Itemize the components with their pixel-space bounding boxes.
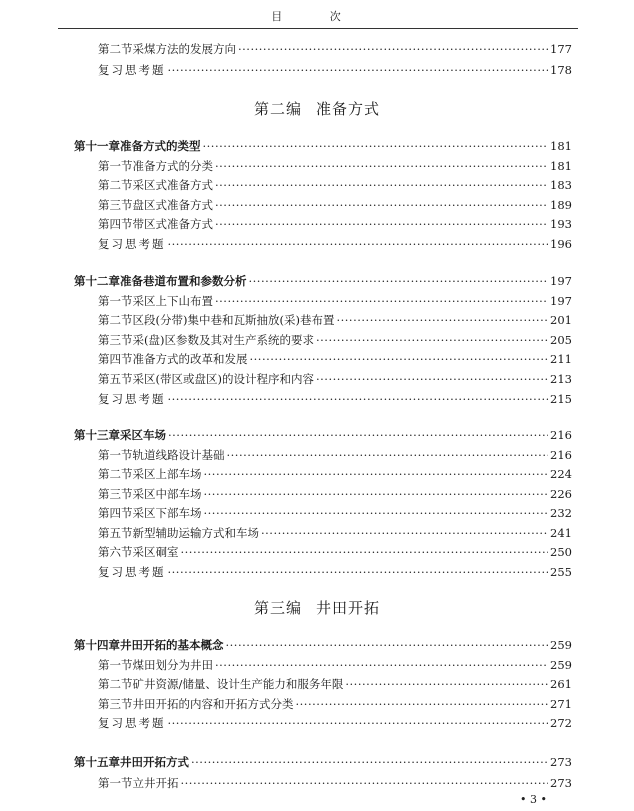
entry-number: 第十四章 bbox=[74, 638, 120, 652]
entry-title: 井田开拓的基本概念 bbox=[120, 638, 224, 652]
toc-chapter-entry bbox=[74, 637, 572, 653]
entry-page-number: 271 bbox=[550, 696, 572, 711]
entry-page-number: 255 bbox=[550, 564, 572, 579]
dot-leader bbox=[203, 138, 549, 154]
entry-number: 第一节 bbox=[98, 447, 133, 462]
toc-chapter-entry bbox=[74, 427, 572, 443]
entry-title: 立井开拓 bbox=[132, 776, 179, 790]
entry-page-number: 250 bbox=[550, 545, 572, 559]
dot-leader bbox=[168, 715, 549, 731]
entry-number: 第一节 bbox=[98, 776, 133, 790]
dot-leader bbox=[168, 427, 548, 443]
entry-title: 轨道线路设计基础 bbox=[132, 447, 225, 462]
entry-page-number: 178 bbox=[550, 63, 572, 77]
dot-leader bbox=[181, 775, 549, 791]
entry-title: 复习思考题 bbox=[98, 716, 166, 731]
entry-number: 第一节 bbox=[98, 293, 133, 308]
entry-title: 复习思考题 bbox=[98, 63, 166, 77]
entry-title: 煤田划分为井田 bbox=[132, 657, 213, 672]
toc-section-entry bbox=[98, 332, 572, 348]
entry-title: 复习思考题 bbox=[98, 391, 166, 406]
dot-leader bbox=[181, 544, 549, 560]
toc-section-entry bbox=[98, 447, 572, 463]
entry-title: 井田开拓的内容和开拓方式分类 bbox=[132, 696, 294, 711]
entry-page-number: 224 bbox=[550, 467, 572, 481]
toc-review-entry bbox=[98, 236, 572, 252]
part-heading-2 bbox=[0, 98, 634, 119]
entry-title: 矿井资源/储量、设计生产能力和服务年限 bbox=[132, 677, 344, 692]
entry-number: 第二节 bbox=[98, 42, 133, 56]
entry-number: 第十二章 bbox=[74, 274, 120, 288]
toc-review-entry bbox=[98, 391, 572, 407]
running-header: 目 次 bbox=[271, 10, 363, 23]
dot-leader bbox=[204, 466, 549, 482]
entry-number: 第三节 bbox=[98, 332, 133, 347]
dot-leader bbox=[215, 657, 548, 673]
entry-title: 区段(分带)集中巷和瓦斯抽放(采)巷布置 bbox=[132, 313, 335, 328]
part-title: 准备方式 bbox=[316, 100, 381, 118]
toc-chapter-entry bbox=[74, 754, 572, 770]
dot-leader bbox=[250, 351, 549, 367]
toc-section-entry bbox=[98, 351, 572, 367]
entry-page-number: 177 bbox=[550, 42, 572, 56]
entry-page-number: 241 bbox=[550, 525, 572, 540]
entry-number: 第四节 bbox=[98, 352, 133, 367]
entry-page-number: 183 bbox=[550, 178, 572, 193]
entry-page-number: 181 bbox=[550, 139, 572, 153]
entry-number: 第六节 bbox=[98, 545, 133, 559]
dot-leader bbox=[238, 41, 548, 57]
toc-section-entry bbox=[98, 293, 572, 309]
toc-section-entry bbox=[98, 505, 572, 521]
entry-page-number: 197 bbox=[550, 293, 572, 308]
entry-title: 新型辅助运输方式和车场 bbox=[132, 525, 259, 540]
toc-section-entry bbox=[98, 486, 572, 502]
entry-number: 第二节 bbox=[98, 467, 133, 481]
entry-title: 准备巷道布置和参数分析 bbox=[120, 274, 247, 288]
entry-page-number: 213 bbox=[550, 372, 572, 386]
entry-page-number: 216 bbox=[550, 447, 572, 462]
dot-leader bbox=[215, 293, 548, 309]
toc-section-entry bbox=[98, 525, 572, 541]
entry-page-number: 196 bbox=[550, 237, 572, 251]
entry-page-number: 273 bbox=[550, 776, 572, 790]
entry-page-number: 201 bbox=[550, 313, 572, 328]
entry-title: 准备方式的分类 bbox=[132, 158, 213, 173]
dot-leader bbox=[168, 564, 549, 580]
entry-page-number: 272 bbox=[550, 716, 572, 731]
dot-leader bbox=[226, 637, 549, 653]
toc-section-entry bbox=[98, 312, 572, 328]
entry-title: 采区(带区或盘区)的设计程序和内容 bbox=[132, 372, 314, 386]
toc-chapter-entry bbox=[74, 273, 572, 289]
entry-title: 采区式准备方式 bbox=[132, 178, 213, 193]
dot-leader bbox=[215, 216, 548, 232]
toc-section-entry bbox=[98, 544, 572, 560]
entry-page-number: 259 bbox=[550, 657, 572, 672]
entry-title: 准备方式的改革和发展 bbox=[132, 352, 248, 367]
entry-number: 第五节 bbox=[98, 525, 133, 540]
toc-section-entry bbox=[98, 466, 572, 482]
entry-page-number: 211 bbox=[550, 352, 572, 367]
dot-leader bbox=[227, 447, 549, 463]
toc-section-entry bbox=[98, 775, 572, 791]
toc-section-entry bbox=[98, 696, 572, 712]
entry-number: 第一节 bbox=[98, 158, 133, 173]
dot-leader bbox=[204, 486, 549, 502]
entry-title: 采区车场 bbox=[120, 428, 166, 442]
entry-title: 盘区式准备方式 bbox=[132, 197, 213, 212]
entry-title: 复习思考题 bbox=[98, 564, 166, 579]
entry-title: 采区下部车场 bbox=[132, 506, 202, 520]
entry-number: 第十五章 bbox=[74, 755, 120, 769]
entry-page-number: 232 bbox=[550, 506, 572, 520]
entry-number: 第三节 bbox=[98, 486, 133, 501]
entry-title: 采煤方法的发展方向 bbox=[132, 42, 236, 56]
entry-page-number: 259 bbox=[550, 638, 572, 652]
dot-leader bbox=[336, 312, 548, 328]
dot-leader bbox=[168, 62, 549, 78]
toc-review-entry bbox=[98, 62, 572, 78]
dot-leader bbox=[261, 525, 548, 541]
entry-page-number: 197 bbox=[550, 274, 572, 288]
toc-section-entry bbox=[98, 177, 572, 193]
toc-section-entry bbox=[98, 197, 572, 213]
entry-number: 第一节 bbox=[98, 657, 133, 672]
part-title: 井田开拓 bbox=[316, 599, 381, 617]
entry-number: 第二节 bbox=[98, 178, 133, 193]
part-number: 第二编 bbox=[253, 100, 302, 118]
dot-leader bbox=[316, 371, 548, 387]
header-rule bbox=[58, 28, 578, 29]
entry-page-number: 189 bbox=[550, 197, 572, 212]
dot-leader bbox=[168, 236, 549, 252]
entry-number: 第四节 bbox=[98, 217, 133, 232]
entry-title: 采区中部车场 bbox=[132, 486, 202, 501]
part-number: 第三编 bbox=[253, 599, 302, 617]
entry-page-number: 273 bbox=[550, 755, 572, 769]
page-folio: • 3 • bbox=[520, 793, 547, 806]
entry-page-number: 216 bbox=[550, 428, 572, 442]
dot-leader bbox=[215, 158, 548, 174]
entry-page-number: 181 bbox=[550, 158, 572, 173]
toc-review-entry bbox=[98, 564, 572, 580]
toc-section-entry bbox=[98, 158, 572, 174]
toc-section-entry bbox=[98, 657, 572, 673]
entry-page-number: 205 bbox=[550, 332, 572, 347]
entry-title: 井田开拓方式 bbox=[120, 755, 189, 769]
entry-number: 第五节 bbox=[98, 372, 133, 386]
dot-leader bbox=[316, 332, 548, 348]
entry-number: 第二节 bbox=[98, 677, 133, 692]
entry-number: 第三节 bbox=[98, 696, 133, 711]
entry-title: 采区上下山布置 bbox=[132, 293, 213, 308]
entry-title: 准备方式的类型 bbox=[120, 139, 201, 153]
dot-leader bbox=[249, 273, 549, 289]
dot-leader bbox=[204, 505, 549, 521]
toc-section-entry bbox=[98, 371, 572, 387]
dot-leader bbox=[215, 197, 548, 213]
dot-leader bbox=[168, 391, 549, 407]
entry-page-number: 193 bbox=[550, 217, 572, 232]
toc-section-entry bbox=[98, 676, 572, 692]
entry-title: 带区式准备方式 bbox=[132, 217, 213, 232]
entry-title: 复习思考题 bbox=[98, 237, 166, 251]
part-heading-3 bbox=[0, 597, 634, 618]
entry-number: 第十一章 bbox=[74, 139, 120, 153]
dot-leader bbox=[215, 177, 548, 193]
dot-leader bbox=[296, 696, 549, 712]
entry-number: 第四节 bbox=[98, 506, 133, 520]
entry-page-number: 226 bbox=[550, 486, 572, 501]
toc-section-entry bbox=[98, 216, 572, 232]
dot-leader bbox=[191, 754, 548, 770]
toc-section-entry bbox=[98, 41, 572, 57]
dot-leader bbox=[345, 676, 548, 692]
entry-title: 采区上部车场 bbox=[132, 467, 202, 481]
entry-page-number: 261 bbox=[550, 677, 572, 692]
entry-number: 第十三章 bbox=[74, 428, 120, 442]
entry-number: 第三节 bbox=[98, 197, 133, 212]
toc-chapter-entry bbox=[74, 138, 572, 154]
entry-title: 采(盘)区参数及其对生产系统的要求 bbox=[132, 332, 314, 347]
entry-title: 采区硐室 bbox=[132, 545, 179, 559]
entry-page-number: 215 bbox=[550, 391, 572, 406]
toc-review-entry bbox=[98, 715, 572, 731]
entry-number: 第二节 bbox=[98, 313, 133, 328]
